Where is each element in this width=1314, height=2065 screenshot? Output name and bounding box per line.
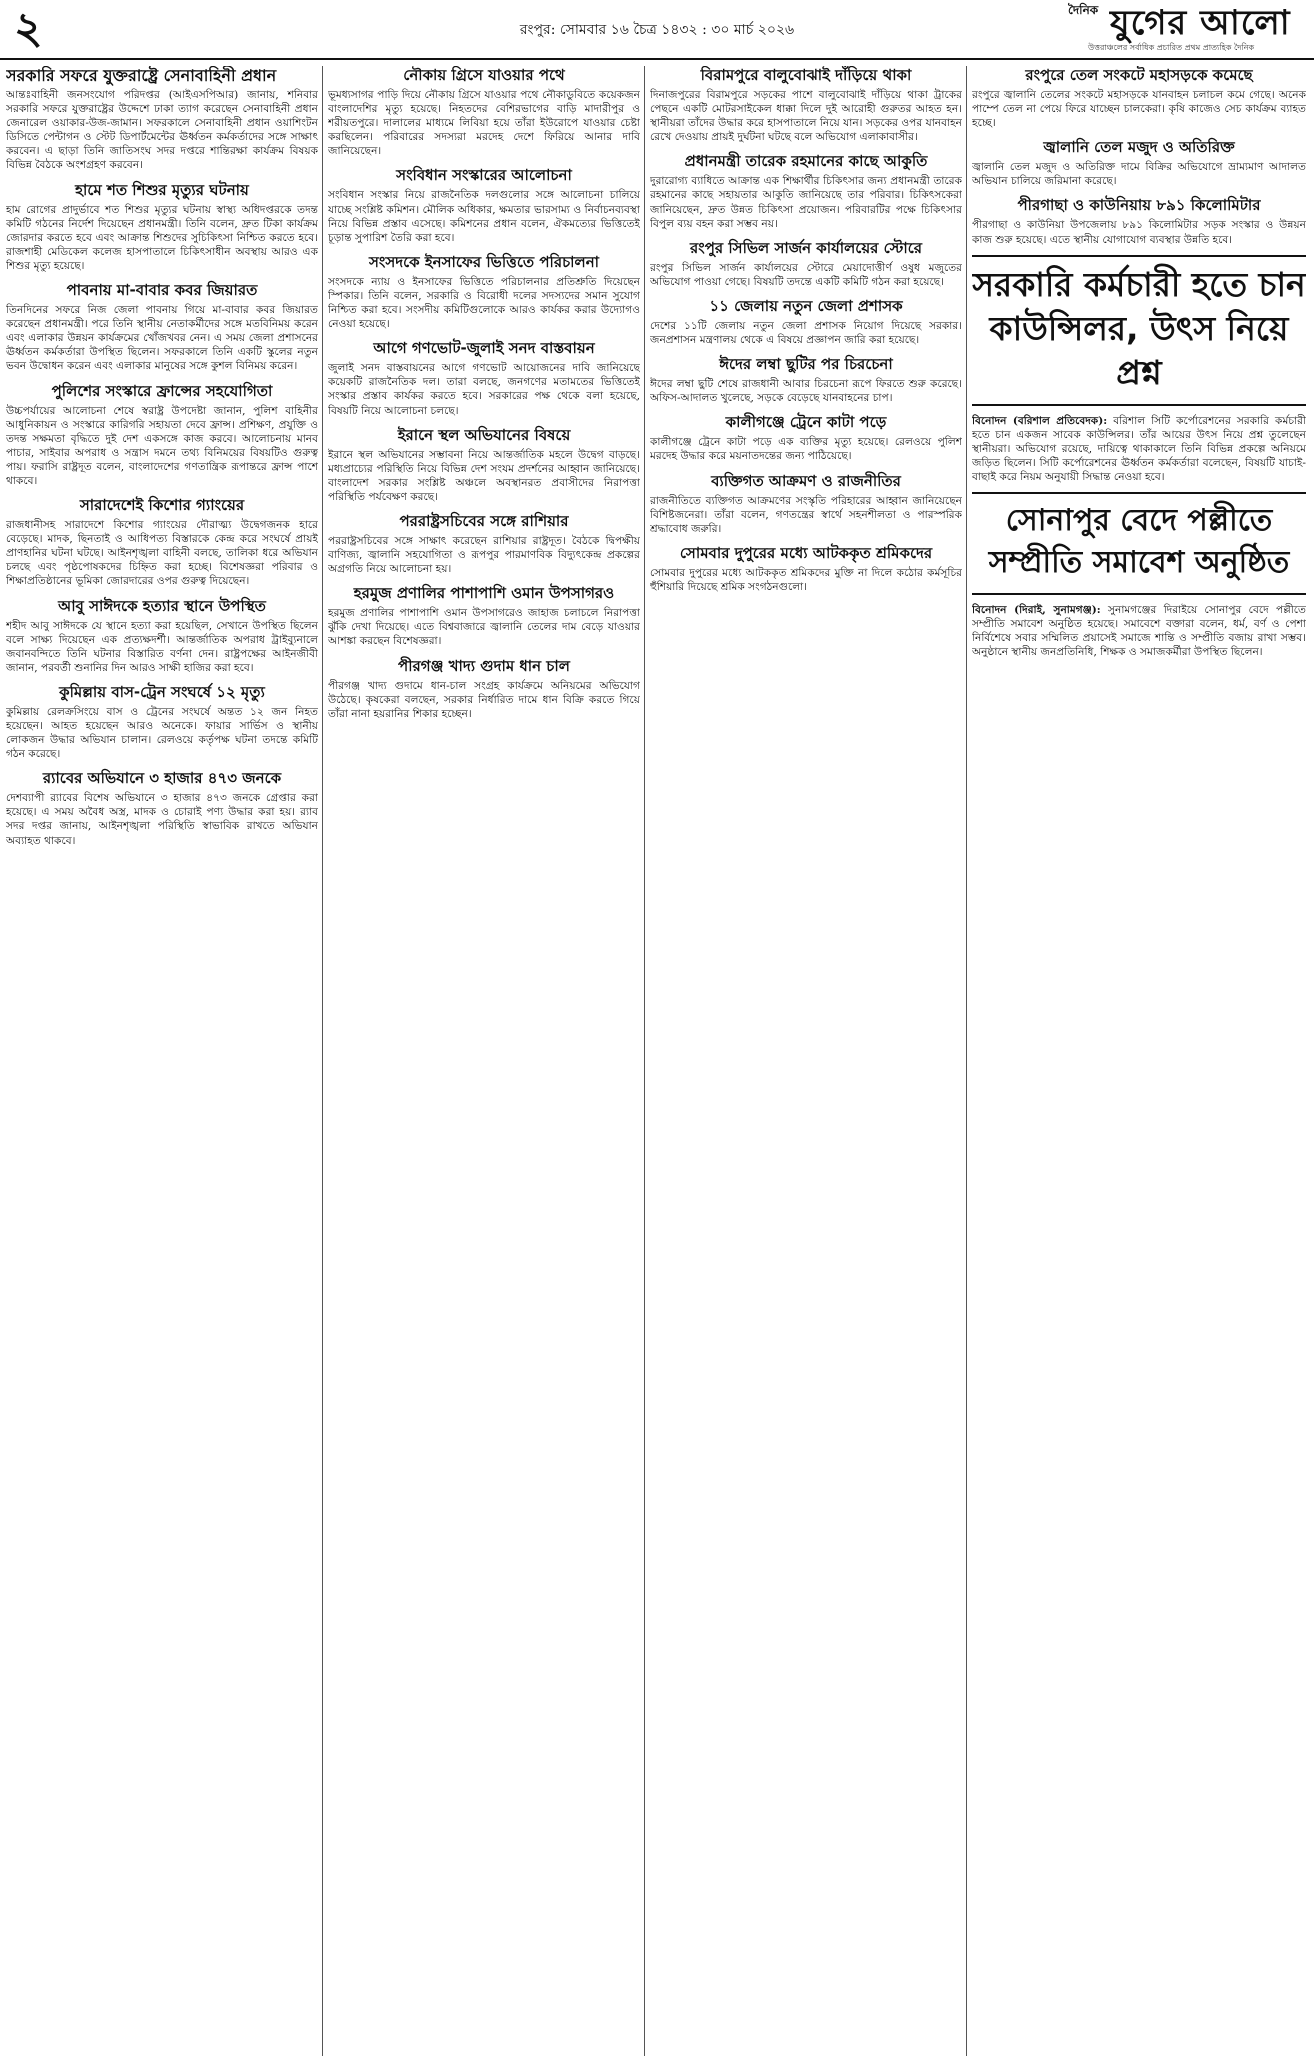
article-headline: র‍্যাবের অভিযানে ৩ হাজার ৪৭৩ জনকে bbox=[42, 769, 282, 788]
article-body: হাম রোগের প্রাদুর্ভাবে শত শিশুর মৃত্যুর ঘটনায় স্বাস্থ্য অধিদপ্তরকে তদন্ত কমিটি গঠনের নির্দেশ দিয়েছেন প্রধানমন্ত্রী। তিনি বলেন, দ্রুত টিকা কার্যক্রম জোরদার করতে হবে এবং আক্রান্ত শিশুদের সুচিকিৎসা নিশ্চিত করতে হবে। রাজশাহী মেডিকেল কলেজ হাসপাতালে চিকিৎসাধীন অবস্থায় আরও এক শিশুর মৃত্যু হয়েছে। bbox=[6, 203, 318, 272]
article-fuel-storage bbox=[972, 138, 1306, 188]
article-attack-politics bbox=[650, 472, 962, 536]
article-army-chief bbox=[6, 66, 318, 173]
article-rab-drive bbox=[6, 769, 318, 847]
masthead bbox=[0, 0, 1314, 60]
column-4 bbox=[972, 66, 1306, 2058]
article-body: ইরানে স্থল অভিযানের সম্ভাবনা নিয়ে আন্তর্জাতিক মহলে উদ্বেগ বাড়ছে। মধ্যপ্রাচ্যের পরিস্থিতি নিয়ে বিভিন্ন দেশ সংযম প্রদর্শনের আহ্বান জানিয়েছে। বাংলাদেশ সরকার সংশ্লিষ্ট অঞ্চলে অবস্থানরত প্রবাসীদের নিরাপত্তা পরিস্থিতি পর্যবেক্ষণ করছে। bbox=[328, 448, 640, 503]
article-headline: পাবনায় মা-বাবার কবর জিয়ারত bbox=[66, 281, 258, 300]
article-eid-holiday bbox=[650, 355, 962, 405]
article-comilla-crash bbox=[6, 683, 318, 761]
article-body: কুমিল্লায় রেলক্রসিংয়ে বাস ও ট্রেনের সংঘর্ষে অন্তত ১২ জন নিহত হয়েছেন। আহত হয়েছেন আরও অনেকে। ফায়ার সার্ভিস ও স্থানীয় লোকজন উদ্ধার অভিযান চালান। রেলওয়ে কর্তৃপক্ষ ঘটনা তদন্তে কমিটি গঠন করেছে। bbox=[6, 705, 318, 761]
article-rangpur-civil-surgeon bbox=[650, 239, 962, 289]
article-body: পীরগঞ্জ খাদ্য গুদামে ধান-চাল সংগ্রহ কার্যক্রমে অনিয়মের অভিযোগ উঠেছে। কৃষকেরা বলছেন, সরকার নির্ধারিত দামে ধান বিক্রি করতে গিয়ে তাঁরা নানা হয়রানির শিকার হচ্ছেন। bbox=[328, 679, 640, 720]
column-1 bbox=[6, 66, 318, 2058]
article-headline: আগে গণভোট-জুলাই সনদ বাস্তবায়ন bbox=[373, 339, 595, 358]
column-rule bbox=[966, 66, 967, 2056]
article-kaliganj-train bbox=[650, 413, 962, 463]
article-headline: পীরগাছা ও কাউনিয়ায় ৮৯১ কিলোমিটার bbox=[1017, 196, 1261, 215]
article-monday-workers bbox=[650, 544, 962, 594]
article-body: ঈদের লম্বা ছুটি শেষে রাজধানী আবার চিরচেনা রূপে ফিরতে শুরু করেছে। অফিস-আদালত খুলেছে, সড়কে বেড়েছে যানবাহনের চাপ। bbox=[650, 378, 962, 405]
article-pm-appeal bbox=[650, 152, 962, 230]
article-body: রাজধানীসহ সারাদেশে কিশোর গ্যাংয়ের দৌরাত্ম্য উদ্বেগজনক হারে বেড়েছে। মাদক, ছিনতাই ও আধিপত্য বিস্তারকে কেন্দ্র করে সংঘর্ষে প্রায়ই প্রাণহানির ঘটনা ঘটছে। আইনশৃঙ্খলা বাহিনী বলছে, তালিকা ধরে অভিযান চলছে এবং পৃষ্ঠপোষকদের চিহ্নিত করা হচ্ছে। বিশেষজ্ঞরা পরিবার ও শিক্ষাপ্রতিষ্ঠানের ভূমিকা জোরদারের ওপর গুরুত্ব দিয়েছেন। bbox=[6, 519, 318, 588]
column-2 bbox=[328, 66, 640, 2058]
article-body: রংপুর সিভিল সার্জন কার্যালয়ের স্টোরে মেয়াদোত্তীর্ণ ওষুধ মজুতের অভিযোগ পাওয়া গেছে। বিষয়টি তদন্তে একটি কমিটি গঠন করা হয়েছে। bbox=[650, 261, 962, 288]
article-body: তিনদিনের সফরে নিজ জেলা পাবনায় গিয়ে মা-বাবার কবর জিয়ারত করেছেন প্রধানমন্ত্রী। পরে তিনি স্থানীয় নেতাকর্মীদের সঙ্গে মতবিনিময় করেন এবং এলাকার উন্নয়ন কার্যক্রমের খোঁজখবর নেন। এ সময় জেলা প্রশাসনের ঊর্ধ্বতন কর্মকর্তারা উপস্থিত ছিলেন। সফরকালে তিনি একটি স্কুলের নতুন ভবন উদ্বোধন করেন এবং এলাকার মানুষের সঙ্গে কুশল বিনিময় করেন। bbox=[6, 304, 318, 373]
article-headline: কালীগঞ্জে ট্রেনে কাটা পড়ে bbox=[725, 413, 887, 432]
article-teen-gang bbox=[6, 496, 318, 588]
article-headline: রংপুর সিভিল সার্জন কার্যালয়ের স্টোরে bbox=[690, 238, 922, 257]
article-headline: সারাদেশেই কিশোর গ্যাংয়ের bbox=[79, 496, 245, 515]
article-headline: রংপুরে তেল সংকটে মহাসড়কে কমেছে bbox=[1025, 66, 1253, 84]
article-headline: হরমুজ প্রণালির পাশাপাশি ওমান উপসাগরও bbox=[353, 584, 615, 603]
article-headline: ১১ জেলায় নতুন জেলা প্রশাসক bbox=[709, 296, 903, 315]
article-body: জুলাই সনদ বাস্তবায়নের আগে গণভোট আয়োজনের দাবি জানিয়েছে কয়েকটি রাজনৈতিক দল। তারা বলছে, জনগণের মতামতের ভিত্তিতেই সংস্কার প্রস্তাব কার্যকর করতে হবে। সরকারের পক্ষ থেকে বলা হয়েছে, বিষয়টি নিয়ে আলোচনা চলছে। bbox=[328, 362, 640, 417]
page-number: ২ bbox=[14, 3, 43, 54]
column-rule bbox=[322, 66, 323, 2056]
article-boat-greece bbox=[328, 66, 640, 158]
article-headline: কুমিল্লায় বাস-ট্রেন সংঘর্ষে ১২ মৃত্যু bbox=[59, 682, 265, 701]
article-parliament bbox=[328, 253, 640, 331]
article-hormuz bbox=[328, 584, 640, 648]
article-body: পীরগাছা ও কাউনিয়া উপজেলায় ৮৯১ কিলোমিটার সড়ক সংস্কার ও উন্নয়ন কাজ শুরু হয়েছে। এতে স্থানীয় যোগাযোগ ব্যবস্থার উন্নতি হবে। bbox=[972, 219, 1306, 246]
article-body bbox=[972, 414, 1306, 484]
article-headline: সোমবার দুপুরের মধ্যে আটককৃত শ্রমিকদের bbox=[679, 543, 933, 562]
logo-tagline: উত্তরাঞ্চলের সর্বাধিক প্রচারিত প্রথম প্রাত্যহিক দৈনিক bbox=[1088, 43, 1255, 52]
article-pirganj-rice bbox=[328, 657, 640, 721]
column-3 bbox=[650, 66, 962, 2058]
article-measles bbox=[6, 181, 318, 273]
article-councillor bbox=[972, 255, 1306, 406]
article-iran-ground bbox=[328, 426, 640, 504]
article-headline: পুলিশের সংস্কারে ফ্রান্সের সহযোগিতা bbox=[51, 381, 273, 400]
article-body: সংবিধান সংস্কার নিয়ে রাজনৈতিক দলগুলোর সঙ্গে আলোচনা চালিয়ে যাচ্ছে সংশ্লিষ্ট কমিশন। মৌলিক অধিকার, ক্ষমতার ভারসাম্য ও নির্বাচনব্যবস্থা নিয়ে বিভিন্ন প্রস্তাব এসেছে। কমিশনের প্রধান বলেন, ঐকমত্যের ভিত্তিতেই চূড়ান্ত সুপারিশ তৈরি করা হবে। bbox=[328, 189, 640, 244]
article-gas-station bbox=[972, 66, 1306, 130]
article-councillor-body bbox=[972, 414, 1306, 484]
newspaper-logo bbox=[1048, 2, 1298, 54]
article-body: দিনাজপুরের বিরামপুরে সড়কের পাশে বালুবোঝাই দাঁড়িয়ে থাকা ট্রাকের পেছনে একটি মোটরসাইকেল ধাক্কা দিলে দুই আরোহী গুরুতর আহত হন। স্থানীয়রা তাঁদের উদ্ধার করে হাসপাতালে নিয়ে যান। সড়কের ওপর যানবাহন রেখে দেওয়ায় প্রায়ই দুর্ঘটনা ঘটছে বলে অভিযোগ এলাকাবাসীর। bbox=[650, 89, 962, 144]
article-headline: ইরানে স্থল অভিযানের বিষয়ে bbox=[397, 425, 571, 444]
article-body: রংপুরে জ্বালানি তেলের সংকটে মহাসড়কে যানবাহন চলাচল কমে গেছে। অনেক পাম্পে তেল না পেয়ে ফিরে যাচ্ছেন চালকেরা। কৃষি কাজেও সেচ কার্যক্রম ব্যাহত হচ্ছে। bbox=[972, 89, 1306, 130]
article-byline: বিনোদন (দিরাই, সুনামগঞ্জ): bbox=[972, 604, 1101, 617]
article-constitution bbox=[328, 166, 640, 244]
article-headline: বিরামপুরে বালুবোঝাই দাঁড়িয়ে থাকা bbox=[700, 66, 912, 84]
article-birampur bbox=[650, 66, 962, 144]
article-foreign-secretary bbox=[328, 512, 640, 576]
article-headline: নৌকায় গ্রিসে যাওয়ার পথে bbox=[403, 66, 565, 84]
article-police-france bbox=[6, 382, 318, 489]
article-body: রাজনীতিতে ব্যক্তিগত আক্রমণের সংস্কৃতি পরিহারের আহ্বান জানিয়েছেন বিশিষ্টজনেরা। তাঁরা বলেন, গণতন্ত্রের স্বার্থে সহনশীলতা ও পারস্পরিক শ্রদ্ধাবোধ জরুরি। bbox=[650, 494, 962, 535]
article-body: আন্তঃবাহিনী জনসংযোগ পরিদপ্তর (আইএসপিআর) জানায়, শনিবার সরকারি সফরে যুক্তরাষ্ট্রের উদ্দেশে ঢাকা ত্যাগ করেছেন সেনাবাহিনী প্রধান জেনারেল ওয়াকার-উজ-জামান। সফরকালে সেনাবাহিনী প্রধান ওয়াশিংটন ডিসিতে পেন্টাগন ও স্টেট ডিপার্টমেন্টের ঊর্ধ্বতন কর্মকর্তাদের সঙ্গে সাক্ষাৎ করবেন। এ ছাড়া তিনি জাতিসংঘ সদর দপ্তরে শান্তিরক্ষা কার্যক্রম বিষয়ক বিভিন্ন বৈঠকে অংশগ্রহণ করবেন। bbox=[6, 89, 318, 172]
article-sonapur-body bbox=[972, 603, 1306, 659]
logo-main-text: যুগের আলো bbox=[1110, 3, 1291, 43]
article-text: সুনামগঞ্জের দিরাইয়ে সোনাপুর বেদে পল্লীতে সম্প্রীতি সমাবেশ অনুষ্ঠিত হয়েছে। সমাবেশে বক্তারা বলেন, ধর্ম, বর্ণ ও পেশা নির্বিশেষে সবার সম্মিলিত প্রয়াসেই সমাজে শান্তি ও সম্প্রীতি বজায় রাখা সম্ভব। অনুষ্ঠানে স্থানীয় জনপ্রতিনিধি, শিক্ষক ও সমাজকর্মীরা উপস্থিত ছিলেন। bbox=[972, 604, 1306, 659]
column-rule bbox=[644, 66, 645, 2056]
article-text: বরিশাল সিটি কর্পোরেশনের সরকারি কর্মচারী হতে চান একজন সাবেক কাউন্সিলর। তাঁর আয়ের উৎস নিয়ে প্রশ্ন তুলেছেন স্থানীয়রা। অভিযোগ রয়েছে, দায়িত্বে থাকাকালে তিনি বিভিন্ন প্রকল্পে অনিয়মে জড়িত ছিলেন। সিটি কর্পোরেশনের ঊর্ধ্বতন কর্মকর্তারা বলেছেন, বিষয়টি যাচাই-বাছাই করে নিয়ম অনুযায়ী সিদ্ধান্ত নেওয়া হবে। bbox=[972, 414, 1306, 484]
article-headline: পররাষ্ট্রসচিবের সঙ্গে রাশিয়ার bbox=[399, 511, 569, 530]
article-headline: প্রধানমন্ত্রী তারেক রহমানের কাছে আকুতি bbox=[684, 152, 928, 171]
article-body: শহীদ আবু সাঈদকে যে স্থানে হত্যা করা হয়েছিল, সেখানে উপস্থিত ছিলেন বলে সাক্ষ্য দিয়েছেন এক প্রত্যক্ষদর্শী। আন্তর্জাতিক অপরাধ ট্রাইব্যুনালে জবানবন্দিতে তিনি ঘটনার বিস্তারিত বর্ণনা দেন। রাষ্ট্রপক্ষের আইনজীবী জানান, পরবর্তী শুনানির দিন আরও সাক্ষী হাজির করা হবে। bbox=[6, 619, 318, 674]
article-body: সোমবার দুপুরের মধ্যে আটককৃত শ্রমিকদের মুক্তি না দিলে কঠোর কর্মসূচির হুঁশিয়ারি দিয়েছে শ্রমিক সংগঠনগুলো। bbox=[650, 566, 962, 593]
article-headline: সংসদকে ইনসাফের ভিত্তিতে পরিচালনা bbox=[368, 252, 599, 271]
article-headline: ব্যক্তিগত আক্রমণ ও রাজনীতির bbox=[711, 471, 901, 490]
article-headline: সরকারি সফরে যুক্তরাষ্ট্রে সেনাবাহিনী প্রধান bbox=[6, 66, 277, 85]
article-body bbox=[972, 603, 1306, 659]
logo-small-text: দৈনিক bbox=[1068, 3, 1099, 17]
article-graves bbox=[6, 281, 318, 373]
feature-headline: সরকারি কর্মচারী হতে চান কাউন্সিলর, উৎস নিয়ে প্রশ্ন bbox=[972, 264, 1306, 392]
article-headline: হামে শত শিশুর মৃত্যুর ঘটনায় bbox=[75, 180, 249, 199]
article-headline: সংবিধান সংস্কারের আলোচনা bbox=[396, 166, 572, 185]
article-body: সংসদকে ন্যায় ও ইনসাফের ভিত্তিতে পরিচালনার প্রতিশ্রুতি দিয়েছেন স্পিকার। তিনি বলেন, সরকারি ও বিরোধী দলের সদস্যদের সমান সুযোগ নিশ্চিত করা হবে। সংসদীয় কমিটিগুলোকে আরও কার্যকর করার উদ্যোগও নেওয়া হয়েছে। bbox=[328, 275, 640, 331]
article-headline: ঈদের লম্বা ছুটির পর চিরচেনা bbox=[719, 355, 893, 374]
article-body: উচ্চপর্যায়ের আলোচনা শেষে স্বরাষ্ট্র উপদেষ্টা জানান, পুলিশ বাহিনীর আধুনিকায়ন ও সংস্কারে কারিগরি সহায়তা দেবে ফ্রান্স। প্রশিক্ষণ, প্রযুক্তি ও তদন্ত সক্ষমতা বৃদ্ধিতে দুই দেশ একসঙ্গে কাজ করবে। আলোচনায় মানব পাচার, সাইবার অপরাধ ও সন্ত্রাস দমনে তথ্য বিনিময়ের বিষয়টিও গুরুত্ব পায়। ফরাসি রাষ্ট্রদূত বলেন, বাংলাদেশের গণতান্ত্রিক রূপান্তরে ফ্রান্স পাশে থাকবে। bbox=[6, 404, 318, 487]
article-july-charter bbox=[328, 339, 640, 417]
article-headline: আবু সাঈদকে হত্যার স্থানে উপস্থিত bbox=[58, 596, 266, 615]
feature-headline: সোনাপুর বেদে পল্লীতে সম্প্রীতি সমাবেশ অনুষ্ঠিত bbox=[988, 503, 1290, 581]
dateline: রংপুর: সোমবার ১৬ চৈত্র ১৪৩২ : ৩০ মার্চ ২০২৬ bbox=[519, 22, 795, 38]
article-body: দুরারোগ্য ব্যাধিতে আক্রান্ত এক শিক্ষার্থীর চিকিৎসার জন্য প্রধানমন্ত্রী তারেক রহমানের কাছে সহায়তার আকুতি জানিয়েছে তার পরিবার। চিকিৎসকেরা জানিয়েছেন, দ্রুত উন্নত চিকিৎসা প্রয়োজন। পরিবারটির পক্ষে চিকিৎসার বিপুল ব্যয় বহন করা সম্ভব নয়। bbox=[650, 175, 962, 230]
article-sonapur bbox=[972, 492, 1306, 595]
article-headline: জ্বালানি তেল মজুদ ও অতিরিক্ত bbox=[1043, 138, 1235, 157]
article-new-dc bbox=[650, 297, 962, 347]
article-body: দেশব্যাপী র‍্যাবের বিশেষ অভিযানে ৩ হাজার ৪৭৩ জনকে গ্রেপ্তার করা হয়েছে। এ সময় অবৈধ অস্ত্র, মাদক ও চোরাই পণ্য উদ্ধার করা হয়। র‍্যাব সদর দপ্তর জানায়, আইনশৃঙ্খলা পরিস্থিতি স্বাভাবিক রাখতে অভিযান অব্যাহত থাকবে। bbox=[6, 792, 318, 847]
article-body: জ্বালানি তেল মজুদ ও অতিরিক্ত দামে বিক্রির অভিযোগে ভ্রাম্যমাণ আদালত অভিযান চালিয়ে জরিমানা করেছে। bbox=[972, 161, 1306, 188]
article-abu-sayeed bbox=[6, 597, 318, 675]
article-body: কালীগঞ্জে ট্রেনে কাটা পড়ে এক ব্যক্তির মৃত্যু হয়েছে। রেলওয়ে পুলিশ মরদেহ উদ্ধার করে ময়নাতদন্তের জন্য পাঠিয়েছে। bbox=[650, 436, 962, 463]
article-body: ভূমধ্যসাগর পাড়ি দিয়ে নৌকায় গ্রিসে যাওয়ার পথে নৌকাডুবিতে কয়েকজন বাংলাদেশির মৃত্যু হয়েছে। নিহতদের বেশিরভাগের বাড়ি মাদারীপুর ও শরীয়তপুরে। দালালের মাধ্যমে লিবিয়া হয়ে তাঁরা ইউরোপে যাওয়ার চেষ্টা করছিলেন। পরিবারের সদস্যরা মরদেহ দেশে ফিরিয়ে আনার দাবি জানিয়েছেন। bbox=[328, 89, 640, 158]
article-body: পররাষ্ট্রসচিবের সঙ্গে সাক্ষাৎ করেছেন রাশিয়ার রাষ্ট্রদূত। বৈঠকে দ্বিপক্ষীয় বাণিজ্য, জ্বালানি সহযোগিতা ও রূপপুর পারমাণবিক বিদ্যুৎকেন্দ্র প্রকল্পের অগ্রগতি নিয়ে আলোচনা হয়। bbox=[328, 534, 640, 576]
article-headline: পীরগঞ্জ খাদ্য গুদাম ধান চাল bbox=[398, 656, 570, 675]
article-pirgachha-road bbox=[972, 196, 1306, 246]
article-body: দেশের ১১টি জেলায় নতুন জেলা প্রশাসক নিয়োগ দিয়েছে সরকার। জনপ্রশাসন মন্ত্রণালয় থেকে এ বিষয়ে প্রজ্ঞাপন জারি করা হয়েছে। bbox=[650, 319, 962, 347]
article-byline: বিনোদন (বরিশাল প্রতিবেদক): bbox=[972, 414, 1108, 427]
article-body: হরমুজ প্রণালির পাশাপাশি ওমান উপসাগরেও জাহাজ চলাচলে নিরাপত্তা ঝুঁকি দেখা দিয়েছে। এতে বিশ্ববাজারে জ্বালানি তেলের দাম বেড়ে যাওয়ার আশঙ্কা করছেন বিশেষজ্ঞরা। bbox=[328, 607, 640, 648]
